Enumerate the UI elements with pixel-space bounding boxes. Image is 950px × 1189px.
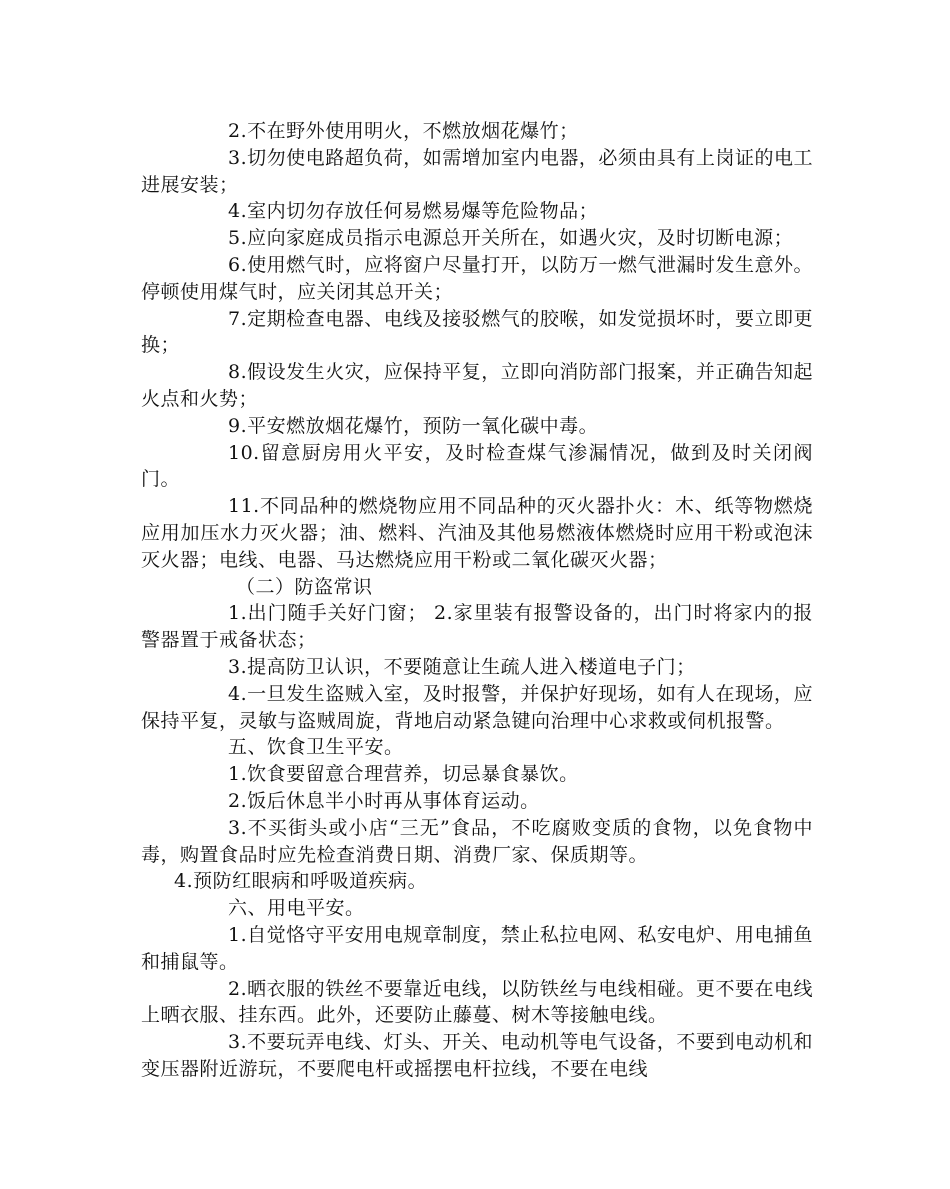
paragraph-theft-4: 4.一旦发生盗贼入室，及时报警，并保护好现场，如有人在现场，应保持平复，灵敏与盗贼周旋，背地启动紧急键向治理中心求救或伺机报警。 <box>141 682 813 732</box>
paragraph-theft-1-2: 1.出门随手关好门窗； 2.家里装有报警设备的，出门时将家内的报警器置于戒备状态； <box>141 602 813 652</box>
section-heading-electric: 六、用电平安。 <box>228 897 365 920</box>
section-heading-food: 五、饮食卫生平安。 <box>228 736 404 759</box>
paragraph-food-3: 3.不买街头或小店“三无”食品，不吃腐败变质的食物，以免食物中毒，购置食品时应先检查消费日期、消费厂家、保质期等。 <box>141 816 813 866</box>
paragraph-fire-7: 7.定期检查电器、电线及接驳燃气的胶喉，如发觉损坏时，要立即更换； <box>141 307 813 357</box>
paragraph-food-1: 1.饮食要留意合理营养，切忌暴食暴饮。 <box>228 763 579 786</box>
paragraph-food-2: 2.饭后休息半小时再从事体育运动。 <box>228 789 540 812</box>
paragraph-fire-4: 4.室内切勿存放任何易燃易爆等危险物品； <box>228 200 599 223</box>
paragraph-electric-1: 1.自觉恪守平安用电规章制度，禁止私拉电网、私安电炉、用电捕鱼和捕鼠等。 <box>141 923 813 973</box>
paragraph-theft-3: 3.提高防卫认识，不要随意让生疏人进入楼道电子门； <box>228 655 696 678</box>
paragraph-electric-2: 2.晒衣服的铁丝不要靠近电线，以防铁丝与电线相碰。更不要在电线上晒衣服、挂东西。此外，还要防止藤蔓、树木等接触电线。 <box>141 977 813 1027</box>
section-heading-theft: （二）防盗常识 <box>236 575 373 598</box>
paragraph-electric-3: 3.不要玩弄电线、灯头、开关、电动机等电气设备，不要到电动机和变压器附近游玩，不要爬电杆或摇摆电杆拉线，不要在电线 <box>141 1031 813 1080</box>
paragraph-fire-6: 6.使用燃气时，应将窗户尽量打开，以防万一燃气泄漏时发生意外。停顿使用煤气时，应关闭其总开关； <box>141 253 813 303</box>
paragraph-fire-9: 9.平安燃放烟花爆竹，预防一氧化碳中毒。 <box>228 414 599 437</box>
paragraph-fire-2: 2.不在野外使用明火，不燃放烟花爆竹； <box>228 120 579 142</box>
paragraph-fire-11: 11.不同品种的燃烧物应用不同品种的灭火器扑火：木、纸等物燃烧应用加压水力灭火器；油、燃料、汽油及其他易燃液体燃烧时应用干粉或泡沫灭火器；电线、电器、马达燃烧应用干粉或二氧化碳灭火器； <box>141 495 813 571</box>
paragraph-fire-5: 5.应向家庭成员指示电源总开关所在，如遇火灾，及时切断电源； <box>228 227 794 250</box>
paragraph-fire-3: 3.切勿使电路超负荷，如需增加室内电器，必须由具有上岗证的电工进展安装； <box>141 146 813 196</box>
document-body <box>141 118 813 1083</box>
paragraph-fire-10: 10.留意厨房用火平安，及时检查煤气渗漏情况，做到及时关闭阀门。 <box>141 441 813 491</box>
paragraph-fire-8: 8.假设发生火灾，应保持平复，立即向消防部门报案，并正确告知起火点和火势； <box>141 361 813 410</box>
paragraph-food-4: 4.预防红眼病和呼吸道疾病。 <box>174 870 428 893</box>
